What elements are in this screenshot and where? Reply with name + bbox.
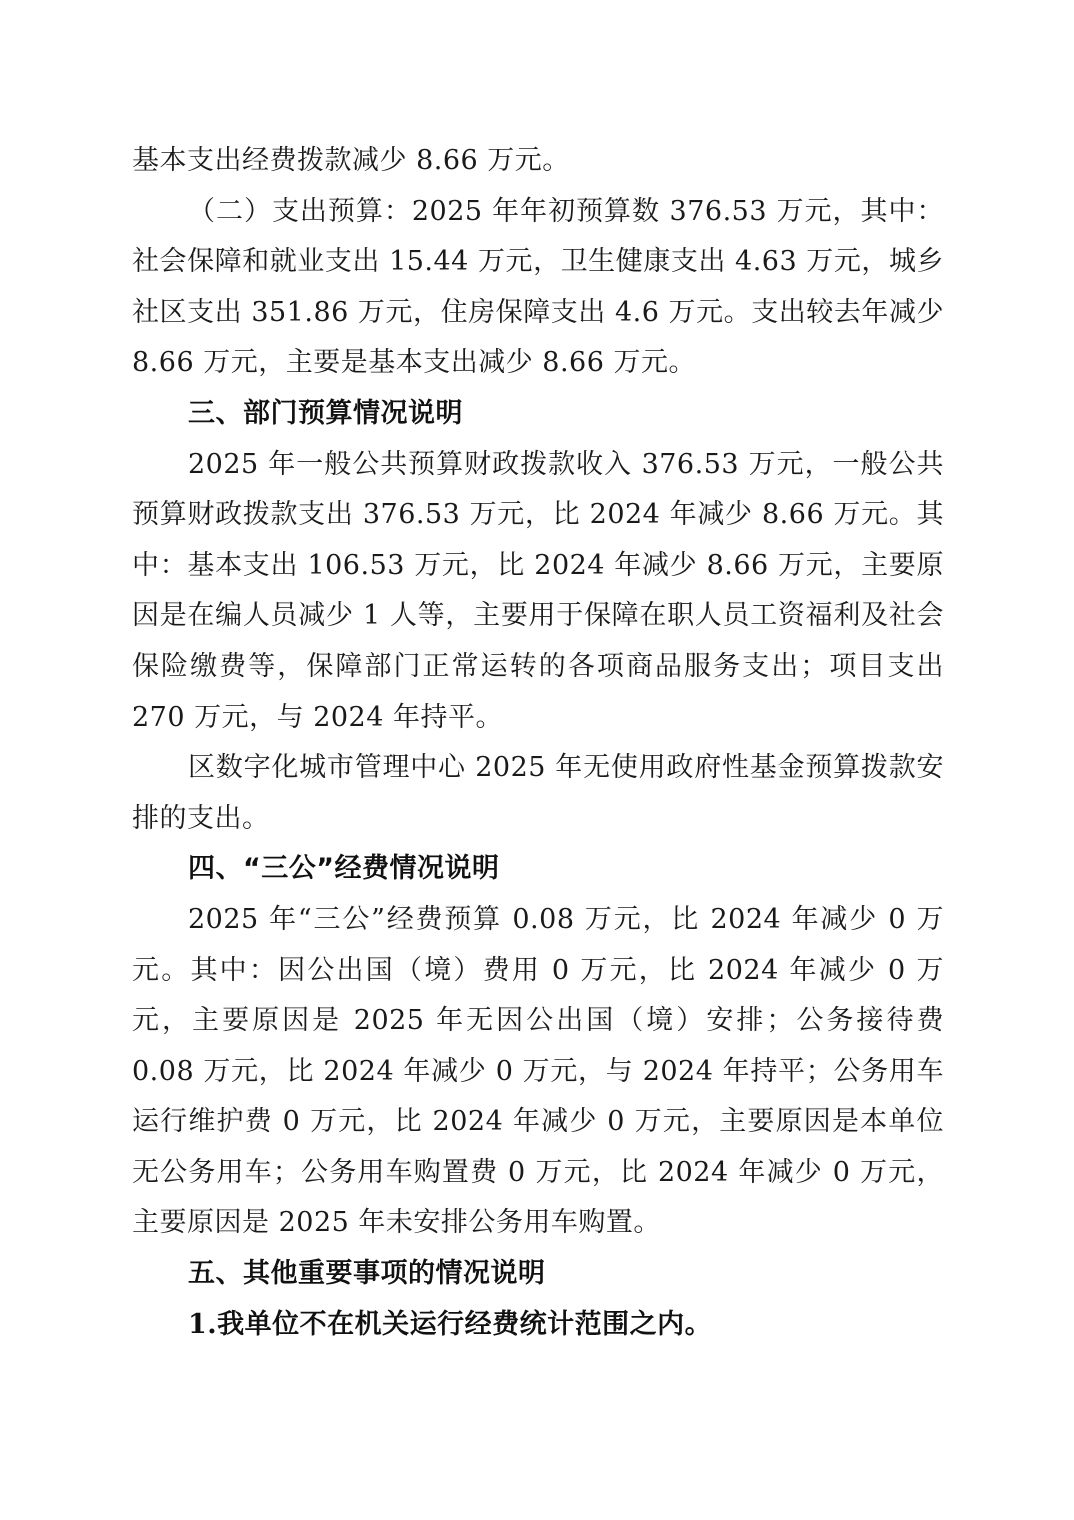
paragraph-three-public-expenses: 2025 年“三公”经费预算 0.08 万元，比 2024 年减少 0 万元。其中：因公出国（境）费用 0 万元，比 2024 年减少 0 万元，主要原因是 2025 年无因公出国（境）安排；公务接待费 0.08 万元，比 2024 年减少 0 万元，与 2024 年持平；公务用车运行维护费 0 万元，比 2024 年减少 0 万元，主要原因是本单位无公务用车；公务用车购置费 0 万元，比 2024 年减少 0 万元，主要原因是 2025 年未安排公务用车购置。	[132, 903, 944, 1239]
section-heading-department-budget: 三、部门预算情况说明	[188, 397, 463, 429]
paragraph-general-public-budget: 2025 年一般公共预算财政拨款收入 376.53 万元，一般公共预算财政拨款支出 376.53 万元，比 2024 年减少 8.66 万元。其中：基本支出 106.53 万元，比 2024 年减少 8.66 万元，主要原因是在编人员减少 1 人等，主要用于保障在职人员工资福利及社会保险缴费等，保障部门正常运转的各项商品服务支出；项目支出 270 万元，与 2024 年持平。	[132, 448, 944, 733]
paragraph-continuation: 基本支出经费拨款减少 8.66 万元。	[132, 145, 570, 176]
paragraph-expenditure-budget: （二）支出预算：2025 年年初预算数 376.53 万元，其中：社会保障和就业支出 15.44 万元，卫生健康支出 4.63 万元，城乡社区支出 351.86 万元，住房保障支出 4.6 万元。支出较去年减少 8.66 万元，主要是基本支出减少 8.66 万元。	[132, 195, 944, 379]
document-body	[132, 136, 944, 1350]
paragraph-item-1: 1.我单位不在机关运行经费统计范围之内。	[188, 1308, 713, 1340]
paragraph-government-fund: 区数字化城市管理中心 2025 年无使用政府性基金预算拨款安排的支出。	[132, 752, 944, 834]
section-heading-other-matters: 五、其他重要事项的情况说明	[188, 1258, 546, 1290]
section-heading-three-public: 四、“三公”经费情况说明	[188, 853, 500, 885]
